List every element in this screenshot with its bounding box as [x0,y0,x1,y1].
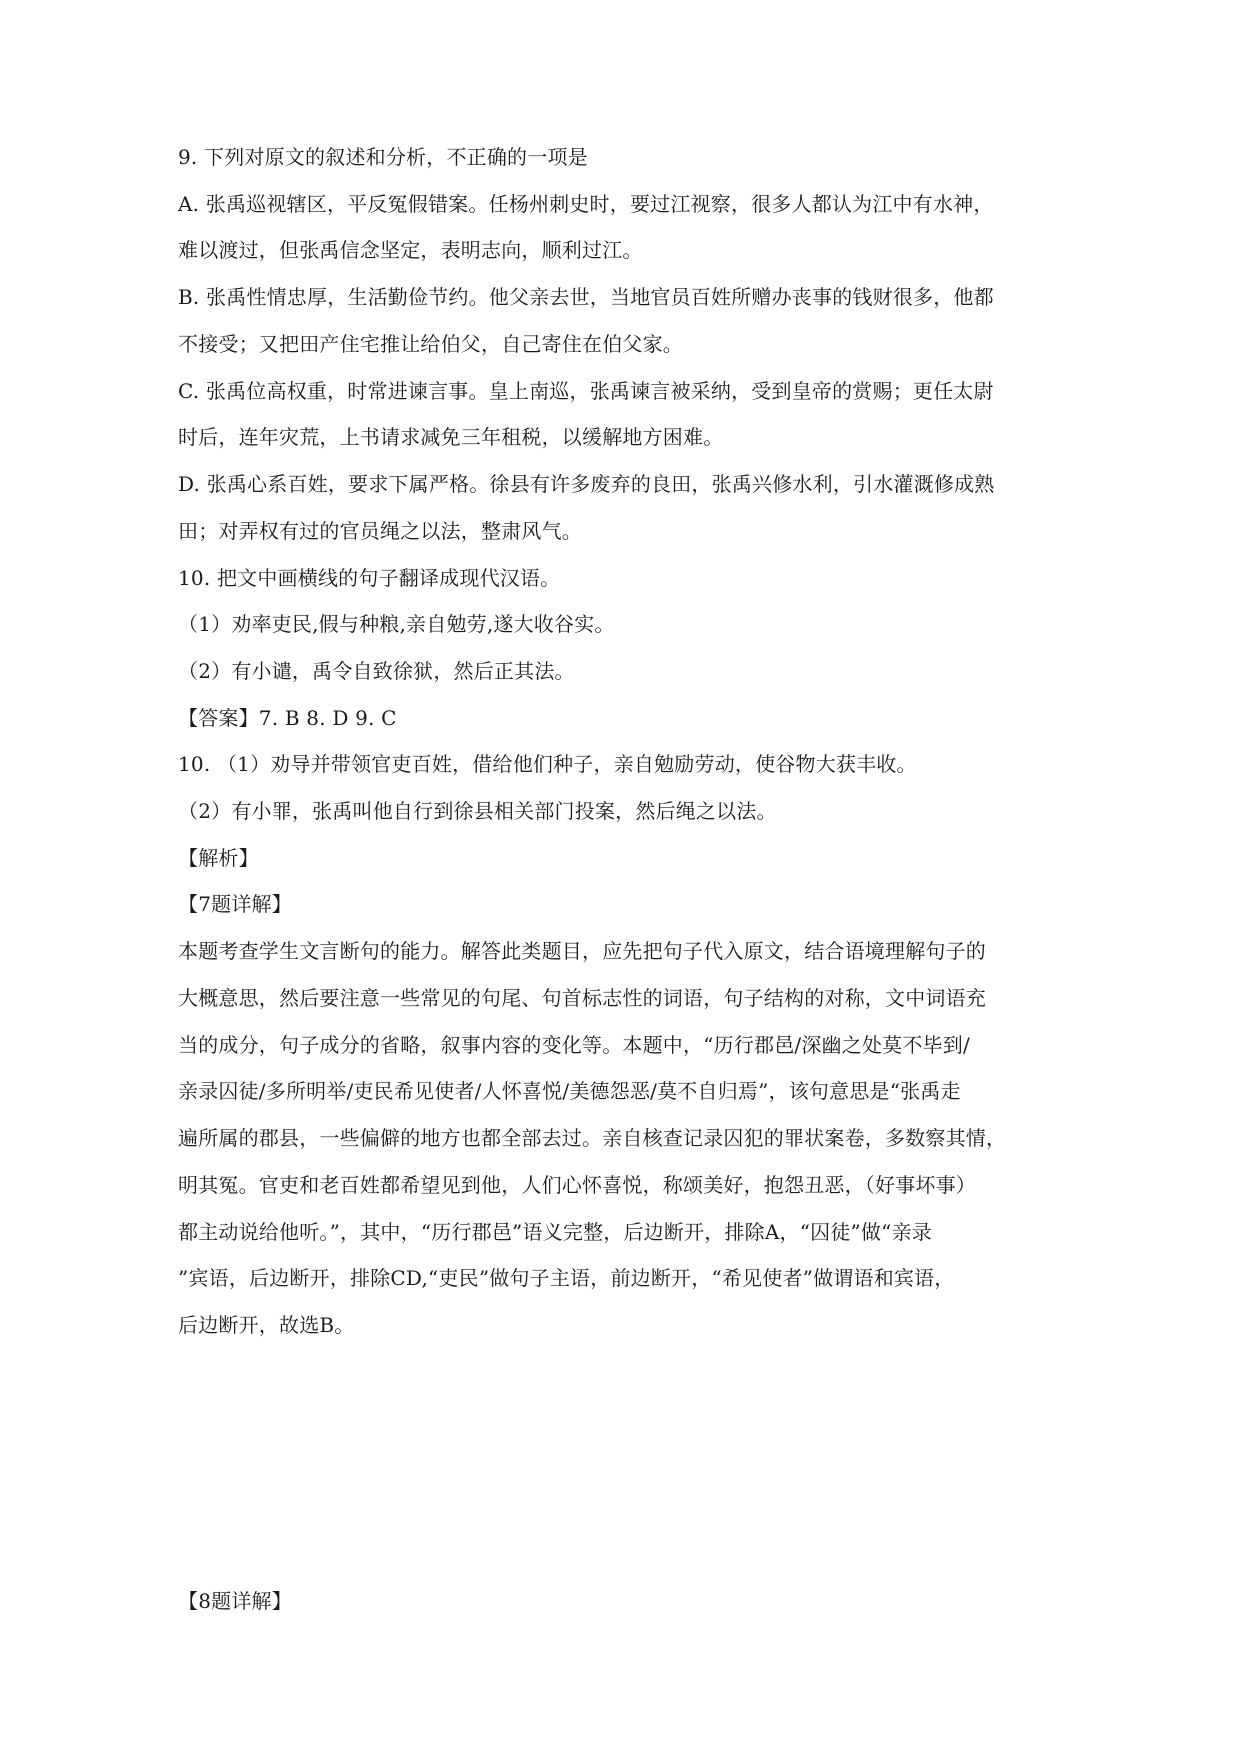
q9-option-d-line2: 田；对弄权有过的官员绳之以法，整肃风气。 [178,519,582,543]
q9-option-a-line2: 难以渡过，但张禹信念坚定，表明志向，顺利过江。 [178,238,643,262]
analysis-paragraph-line9: 后边断开，故选B。 [178,1313,355,1337]
q9-option-c-line1: C. 张禹位高权重，时常进谏言事。皇上南巡，张禹谏言被采纳，受到皇帝的赏赐；更任太尉 [178,379,994,403]
answer-translation-1: 10. （1）劝导并带领官吏百姓，借给他们种子，亲自勉励劳动，使谷物大获丰收。 [178,752,917,776]
q10-sentence-2: （2）有小谴，禹令自致徐狱，然后正其法。 [178,659,575,683]
analysis-paragraph-line1: 本题考查学生文言断句的能力。解答此类题目，应先把句子代入原文，结合语境理解句子的 [178,939,986,963]
q9-option-b-line1: B. 张禹性情忠厚，生活勤俭节约。他父亲去世，当地官员百姓所赠办丧事的钱财很多，他都 [178,285,994,309]
q9-stem: 9. 下列对原文的叙述和分析，不正确的一项是 [178,145,588,169]
analysis-paragraph-line3: 当的成分，句子成分的省略，叙事内容的变化等。本题中，“历行郡邑/深幽之处莫不毕到/ [178,1033,970,1057]
q9-option-a-line1: A. 张禹巡视辖区，平反冤假错案。任杨州刺史时，要过江视察，很多人都认为江中有水神， [178,192,994,216]
analysis-paragraph-line2: 大概意思，然后要注意一些常见的句尾、句首标志性的词语，句子结构的对称，文中词语充 [178,986,986,1010]
analysis-paragraph-line6: 明其冤。官吏和老百姓都希望见到他，人们心怀喜悦，称颂美好，抱怨丑恶，（好事坏事） [178,1173,976,1197]
q10-sentence-1: （1）劝率吏民,假与种粮,亲自勉劳,遂大收谷实。 [178,612,615,636]
q10-stem: 10. 把文中画横线的句子翻译成现代汉语。 [178,566,561,590]
answer-line: 【答案】7. B 8. D 9. C [178,706,397,730]
analysis-paragraph-line4: 亲录囚徒/多所明举/吏民希见使者/人怀喜悦/美德怨恶/莫不自归焉”，该句意思是“张禹走 [178,1079,961,1103]
answer-translation-2: （2）有小罪，张禹叫他自行到徐县相关部门投案，然后绳之以法。 [178,799,777,823]
q9-option-d-line1: D. 张禹心系百姓，要求下属严格。徐县有许多废弃的良田，张禹兴修水利，引水灌溉修成熟 [178,472,995,496]
q8-detail-heading: 【8题详解】 [178,1589,292,1613]
q9-option-c-line2: 时后，连年灾荒，上书请求减免三年租税，以缓解地方困难。 [178,425,724,449]
analysis-paragraph-line7: 都主动说给他听。”，其中，“历行郡邑”语义完整，后边断开，排除A，“囚徒”做“亲录 [178,1220,932,1244]
analysis-paragraph-line5: 遍所属的郡县，一些偏僻的地方也都全部去过。亲自核查记录囚犯的罪状案卷，多数察其情， [178,1126,1007,1150]
q7-detail-heading: 【7题详解】 [178,892,292,916]
analysis-paragraph-line8: ”宾语，后边断开，排除CD,“吏民”做句子主语，前边断开，“希见使者”做谓语和宾语， [178,1266,955,1290]
q9-option-b-line2: 不接受；又把田产住宅推让给伯父，自己寄住在伯父家。 [178,332,683,356]
analysis-heading: 【解析】 [178,846,259,870]
